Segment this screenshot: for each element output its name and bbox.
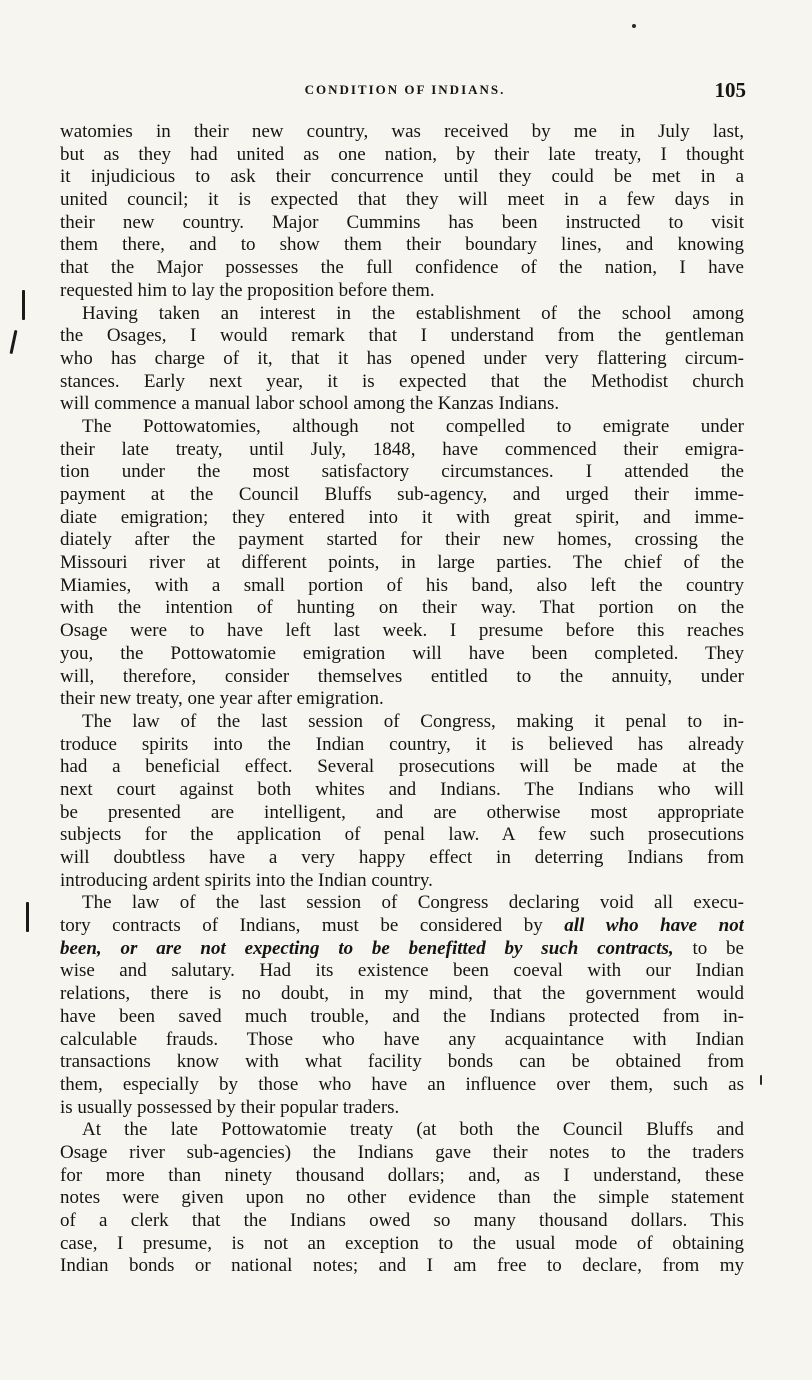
page-header bbox=[60, 78, 750, 106]
margin-mark bbox=[10, 330, 18, 354]
text-line-mixed bbox=[60, 938, 744, 961]
text-line: who has charge of it, that it has opened under very flattering circum- bbox=[60, 347, 744, 369]
text-line: The law of the last session of Congress declaring void all execu- bbox=[82, 892, 744, 914]
text-line: requested him to lay the proposition before them. bbox=[60, 279, 435, 301]
text-line: Miamies, with a small portion of his band, also left the country bbox=[60, 574, 744, 596]
text-line: for more than ninety thousand dollars; and, as I understand, these bbox=[60, 1164, 744, 1186]
text-line: their late treaty, until July, 1848, have commenced their emigra- bbox=[60, 438, 744, 460]
text-line: be presented are intelligent, and are otherwise most appropriate bbox=[60, 801, 744, 823]
text-line: Osage were to have left last week. I presume before this reaches bbox=[60, 620, 744, 642]
text-line: wise and salutary. Had its existence been coeval with our Indian bbox=[60, 960, 744, 982]
margin-mark bbox=[22, 290, 25, 320]
text-line: stances. Early next year, it is expected that the Methodist church bbox=[60, 370, 744, 392]
page-number: 105 bbox=[714, 78, 746, 102]
text-line: Missouri river at different points, in large parties. The chief of the bbox=[60, 552, 744, 574]
text-line: diate emigration; they entered into it with great spirit, and imme- bbox=[60, 506, 744, 528]
text-line: with the intention of hunting on their way. That portion on the bbox=[60, 597, 744, 619]
text-line: tion under the most satisfactory circumstances. I attended the bbox=[60, 461, 744, 483]
text-line: At the late Pottowatomie treaty (at both the Council Bluffs and bbox=[82, 1119, 744, 1141]
text-line: their new treaty, one year after emigration. bbox=[60, 688, 384, 710]
text-span: tory contracts of Indians, must be considered by bbox=[60, 915, 543, 937]
emphasis-text: been, or are not expecting to be benefitted by such contracts, bbox=[60, 937, 674, 959]
text-line: will commence a manual labor school among the Kanzas Indians. bbox=[60, 393, 560, 415]
text-line: introducing ardent spirits into the Indian country. bbox=[60, 869, 433, 891]
text-line: you, the Pottowatomie emigration will have been completed. They bbox=[60, 642, 744, 664]
text-line: The Pottowatomies, although not compelled to emigrate under bbox=[82, 415, 744, 437]
body-text bbox=[60, 121, 744, 1278]
text-line: troduce spirits into the Indian country, it is believed has already bbox=[60, 733, 744, 755]
text-line-mixed bbox=[60, 915, 744, 938]
text-line: case, I presume, is not an exception to the usual mode of obtaining bbox=[60, 1232, 744, 1254]
text-line: have been saved much trouble, and the Indians protected from in- bbox=[60, 1005, 744, 1027]
text-line: payment at the Council Bluffs sub-agency, and urged their imme- bbox=[60, 484, 744, 505]
text-line: will doubtless have a very happy effect in deterring Indians from bbox=[60, 847, 744, 868]
text-line: of a clerk that the Indians owed so many thousand dollars. This bbox=[60, 1210, 744, 1231]
text-line: their new country. Major Cummins has been instructed to visit bbox=[60, 211, 744, 233]
text-line: Indian bonds or national notes; and I am free to declare, from my bbox=[60, 1255, 744, 1277]
text-line: diately after the payment started for their new homes, crossing the bbox=[60, 529, 744, 551]
running-head: CONDITION OF INDIANS. bbox=[304, 82, 506, 97]
text-line: it injudicious to ask their concurrence until they could be met in a bbox=[60, 166, 744, 188]
text-line: that the Major possesses the full confidence of the nation, I have bbox=[60, 257, 744, 279]
text-span: to be bbox=[692, 937, 744, 959]
margin-mark bbox=[26, 902, 29, 932]
text-line: calculable frauds. Those who have any acquaintance with Indian bbox=[60, 1028, 744, 1050]
text-line: had a beneficial effect. Several prosecutions will be made at the bbox=[60, 756, 744, 778]
text-line: relations, there is no doubt, in my mind, that the government would bbox=[60, 983, 744, 1005]
text-line: but as they had united as one nation, by their late treaty, I thought bbox=[60, 143, 744, 165]
text-line: united council; it is expected that they will meet in a few days in bbox=[60, 189, 744, 211]
text-line: transactions know with what facility bonds can be obtained from bbox=[60, 1051, 744, 1073]
text-line: The law of the last session of Congress, making it penal to in- bbox=[82, 710, 744, 732]
text-line: Osage river sub-agencies) the Indians gave their notes to the traders bbox=[60, 1141, 744, 1163]
text-line: is usually possessed by their popular traders. bbox=[60, 1096, 400, 1118]
ink-speck bbox=[760, 1075, 762, 1085]
text-line: watomies in their new country, was received by me in July last, bbox=[60, 121, 744, 142]
text-line: notes were given upon no other evidence than the simple statement bbox=[60, 1187, 744, 1209]
text-line: the Osages, I would remark that I understand from the gentleman bbox=[60, 325, 744, 347]
text-line: subjects for the application of penal law. A few such prosecutions bbox=[60, 824, 744, 846]
text-line: next court against both whites and Indians. The Indians who will bbox=[60, 778, 744, 800]
text-line: will, therefore, consider themselves entitled to the annuity, under bbox=[60, 665, 744, 687]
ink-speck bbox=[632, 24, 636, 28]
text-line: Having taken an interest in the establishment of the school among bbox=[82, 302, 744, 324]
emphasis-text: all who have not bbox=[564, 915, 744, 937]
text-line: them, especially by those who have an influence over them, such as bbox=[60, 1073, 744, 1095]
text-line: them there, and to show them their boundary lines, and knowing bbox=[60, 234, 744, 256]
